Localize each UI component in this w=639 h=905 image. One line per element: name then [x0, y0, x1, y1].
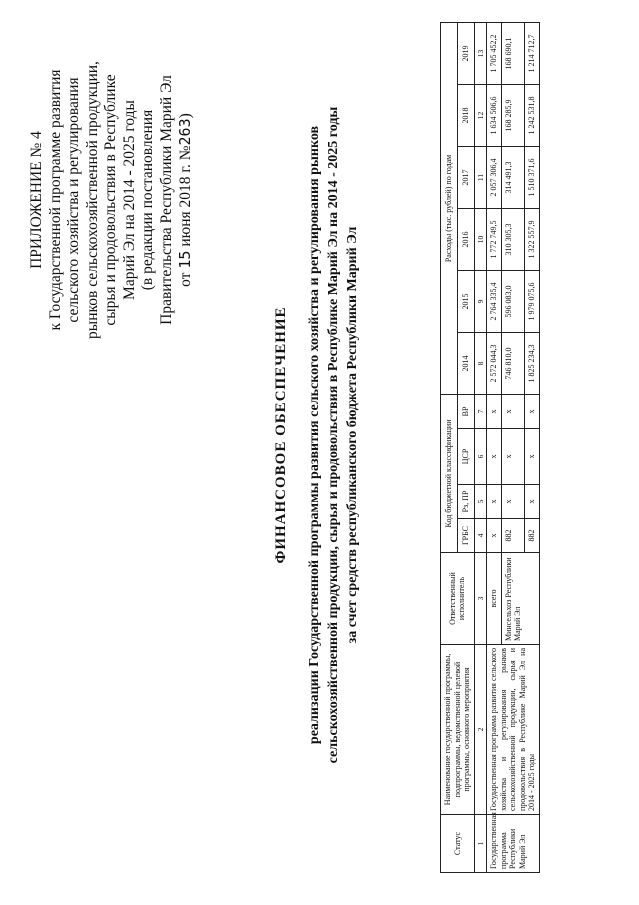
date-prefix: от [177, 272, 194, 287]
csr-cell: х [525, 429, 540, 485]
executor-cell: всего [487, 553, 502, 645]
column-numbers-row [474, 22, 487, 872]
column-number: 4 [474, 519, 487, 553]
header-csr: ЦСР [457, 429, 474, 485]
column-number: 12 [474, 84, 487, 146]
date-month-year: июня 2018 г. № [177, 145, 194, 247]
appendix-line: (в редакции постановления [139, 109, 156, 291]
column-number: 6 [474, 429, 487, 485]
expense-cell: 1 214 712,7 [525, 22, 540, 84]
expense-cell: 1 322 557,9 [525, 208, 540, 270]
rzpr-cell: х [501, 485, 525, 519]
expense-cell: 1 979 075,6 [525, 270, 540, 332]
column-number: 7 [474, 394, 487, 428]
header-vr: ВР [457, 394, 474, 428]
expense-cell: 2 057 306,4 [487, 146, 502, 208]
title-main: ФИНАНСОВОЕ ОБЕСПЕЧЕНИЕ [273, 306, 289, 564]
expense-cell: 314 491,3 [501, 146, 525, 208]
expense-cell: 168 690,1 [501, 22, 525, 84]
column-number: 8 [474, 332, 487, 394]
date-day: 15 [176, 250, 194, 269]
expense-cell: 1 634 506,6 [487, 84, 502, 146]
header-year: 2015 [457, 270, 474, 332]
financing-table [440, 22, 540, 873]
expense-cell: 596 083,0 [501, 270, 525, 332]
column-number: 9 [474, 270, 487, 332]
header-grbs: ГРБС [457, 519, 474, 553]
expense-cell: 168 285,9 [501, 84, 525, 146]
title-line: реализации Государственной программы развития сельского хозяйства и регулирования рынков [307, 125, 322, 745]
title-line: сельскохозяйственной продукции, сырья и продовольствия в Республике Марий Эл на 2014 - 2025 годы [326, 106, 341, 764]
appendix-line: к Государственной программе развития [46, 69, 64, 331]
expense-cell: 1 825 234,3 [525, 332, 540, 394]
header-status: Статус [441, 815, 475, 873]
vr-cell: х [501, 394, 525, 428]
vr-cell: х [525, 394, 540, 428]
appendix-line: сельского хозяйства и регулирования [65, 77, 82, 323]
expense-cell: 2 764 335,4 [487, 270, 502, 332]
resolution-number: 263 [176, 118, 194, 146]
header-year: 2014 [457, 332, 474, 394]
grbs-cell: 882 [501, 519, 525, 553]
column-number: 11 [474, 146, 487, 208]
grbs-cell: х [487, 519, 502, 553]
expense-cell: 1 705 452,2 [487, 22, 502, 84]
header-name: Наименование государственной программы, подпрограммы, ведомственной целевой программы, основного мероприятия [441, 645, 475, 815]
column-number: 2 [474, 645, 487, 815]
appendix-line: Правительства Республики Марий Эл [157, 75, 175, 325]
program-name: Государственная программа развития сельского хозяйства и регулирования рынков сельскохозяйственной продукции, сырья и продовольствия в Республике Марий Эл на 2014 - 2025 годы [487, 645, 540, 815]
resolution-date-line [176, 35, 196, 365]
header-budget-code: Код бюджетной классификации [441, 394, 458, 552]
appendix-line: рынков сельскохозяйственной продукции, [83, 61, 101, 339]
header-year: 2019 [457, 22, 474, 84]
header-expenses: Расходы (тыс. рублей) по годам [441, 22, 458, 394]
expense-cell: 1 510 371,6 [525, 146, 540, 208]
vr-cell: х [487, 394, 502, 428]
document-title [272, 85, 362, 785]
appendix-header [28, 35, 196, 365]
column-number: 10 [474, 208, 487, 270]
header-rzpr: Рз, ПР [457, 485, 474, 519]
grbs-cell: 882 [525, 519, 540, 553]
title-line: за счет средств республиканского бюджета Республики Марий Эл [345, 226, 360, 644]
expense-cell: 1 242 531,8 [525, 84, 540, 146]
program-status: Государственная программа Республики Марий Эл [487, 815, 540, 873]
expense-cell: 746 810,0 [501, 332, 525, 394]
column-number: 5 [474, 485, 487, 519]
csr-cell: х [487, 429, 502, 485]
header-year: 2016 [457, 208, 474, 270]
header-year: 2017 [457, 146, 474, 208]
column-number: 1 [474, 815, 487, 873]
csr-cell: х [501, 429, 525, 485]
appendix-line: ПРИЛОЖЕНИЕ № 4 [28, 131, 45, 269]
expense-cell: 2 572 044,3 [487, 332, 502, 394]
column-number: 13 [474, 22, 487, 84]
date-suffix: ) [177, 113, 194, 119]
table-row [487, 22, 502, 872]
header-year: 2018 [457, 84, 474, 146]
rzpr-cell: х [525, 485, 540, 519]
rzpr-cell: х [487, 485, 502, 519]
column-number: 3 [474, 553, 487, 645]
expense-cell: 1 772 749,5 [487, 208, 502, 270]
header-executor: Ответственный исполнитель [441, 553, 475, 645]
executor-cell: Минсельхоз Республики Марий Эл [501, 553, 539, 645]
appendix-line: сырья и продовольствия в Республике [102, 74, 119, 326]
appendix-line: Марий Эл на 2014 - 2025 годы [120, 100, 138, 300]
expense-cell: 310 305,3 [501, 208, 525, 270]
